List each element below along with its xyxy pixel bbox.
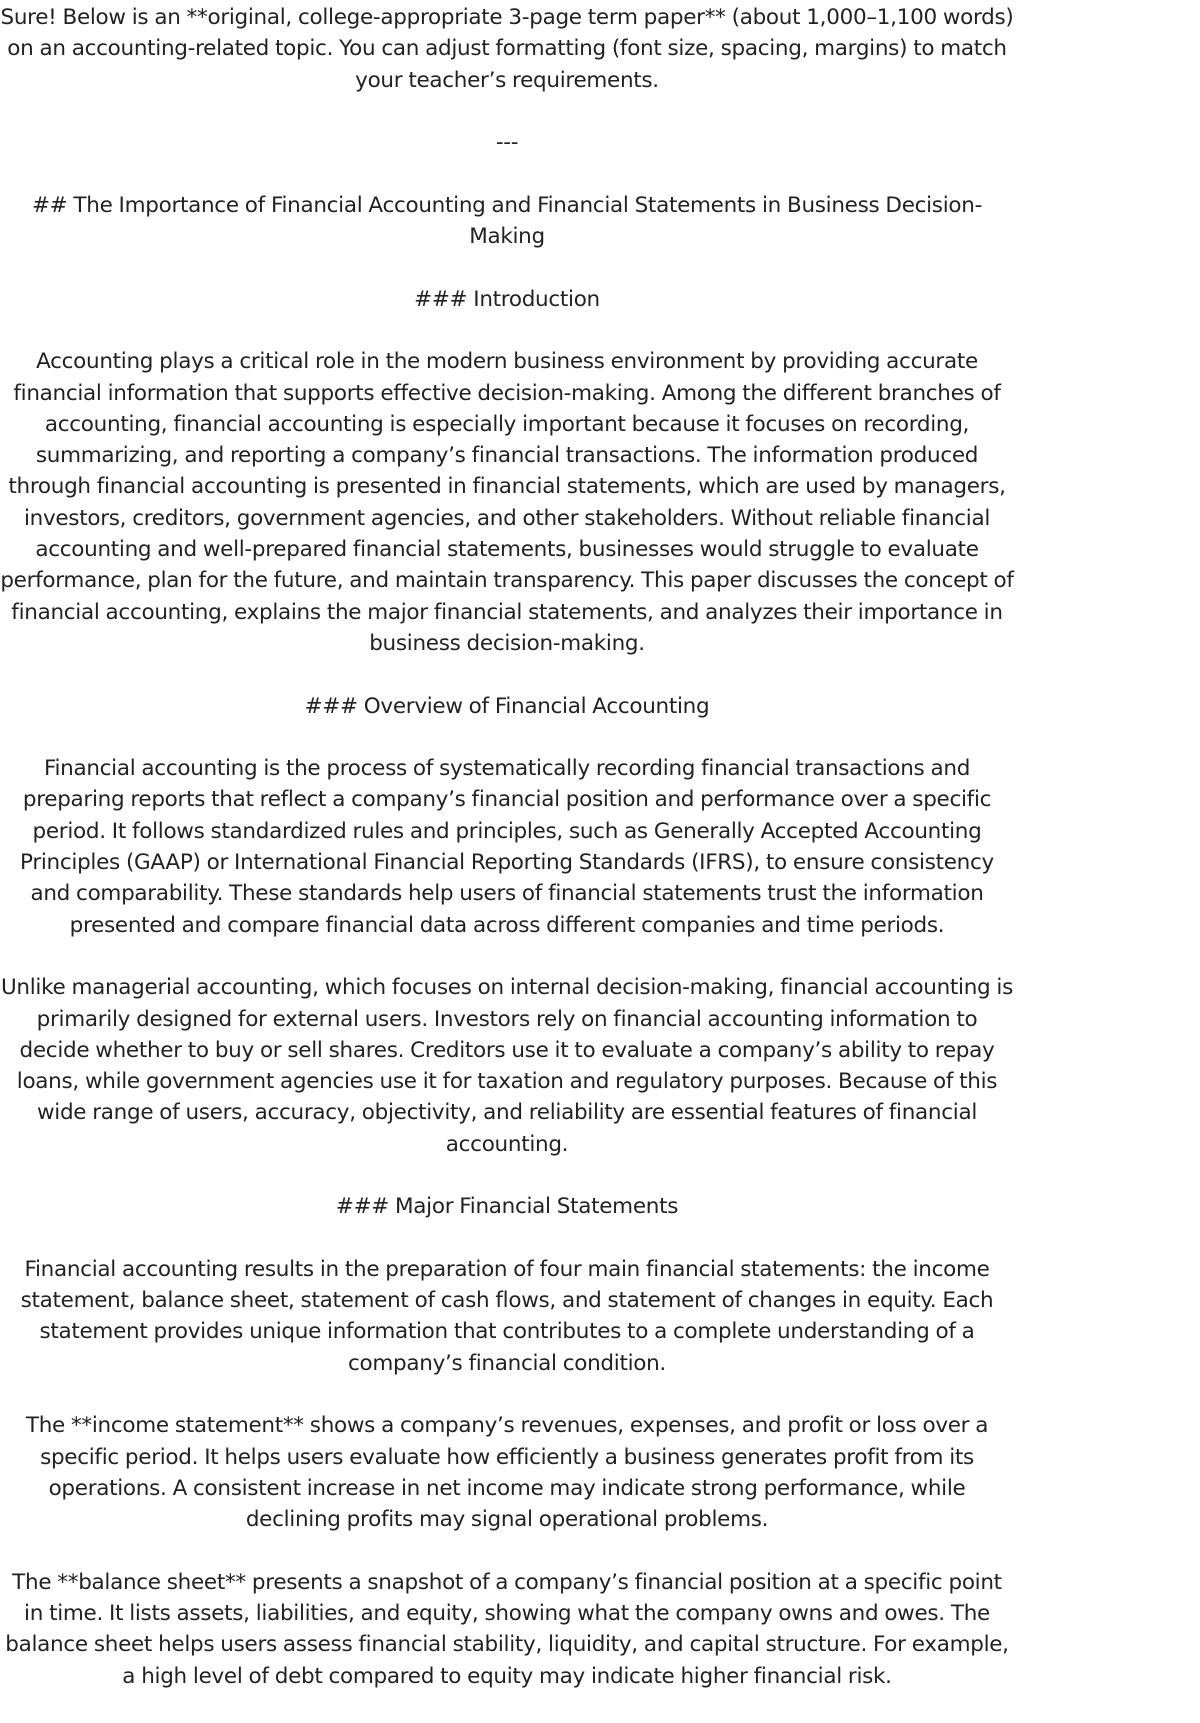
- section-heading-introduction: ### Introduction: [414, 286, 600, 312]
- paragraph: Financial accounting is the process of systematically recording financial transactions and preparing reports that reflect a company’s financial position and performance over a specific period. It follows standardized rules and principles, such as Generally Accepted Accounting Principles (GAAP) or International Financial Reporting Standards (IFRS), to ensure consistency and comparability. These standards help users of financial statements trust the information presented and compare financial data across different companies and time periods.: [20, 756, 994, 938]
- paragraph: Unlike managerial accounting, which focuses on internal decision-making, financial accounting is primarily designed for external users. Investors rely on financial accounting information to decide whether to buy or sell shares. Creditors use it to evaluate a company’s ability to repay loans, while government agencies use it for taxation and regulatory purposes. Because of this wide range of users, accuracy, objectivity, and reliability are essential features of financial accounting.: [1, 975, 1013, 1157]
- paragraph: Accounting plays a critical role in the modern business environment by providing accurate financial information that supports effective decision-making. Among the different branches of accounting, financial accounting is especially important because it focuses on recording, summarizing, and reporting a company’s financial transactions. The information produced through financial accounting is presented in financial statements, which are used by managers, investors, creditors, government agencies, and other stakeholders. Without reliable financial accounting and well-prepared financial statements, businesses would struggle to evaluate performance, plan for the future, and maintain transparency. This paper discusses the concept of financial accounting, explains the major financial statements, and analyzes their importance in business decision-making.: [0, 349, 1014, 656]
- separator: ---: [495, 130, 519, 156]
- section-heading-overview: ### Overview of Financial Accounting: [304, 693, 710, 719]
- intro-note: Sure! Below is an **original, college-appropriate 3-page term paper** (about 1,000–1,100 words) on an accounting-related topic. You can adjust formatting (font size, spacing, margins) to match your teacher’s requirements.: [0, 5, 1014, 93]
- paper-title: ## The Importance of Financial Accounting and Financial Statements in Business Decision-Making: [31, 192, 983, 250]
- section-heading-major-statements: ### Major Financial Statements: [335, 1194, 679, 1220]
- paragraph: The **balance sheet** presents a snapshot of a company’s financial position at a specific point in time. It lists assets, liabilities, and equity, showing what the company owns and owes. The balance sheet helps users assess financial stability, liquidity, and capital structure. For example, a high level of debt compared to equity may indicate higher financial risk.: [5, 1569, 1009, 1689]
- paragraph: Financial accounting results in the preparation of four main financial statements: the income statement, balance sheet, statement of cash flows, and statement of changes in equity. Each statement provides unique information that contributes to a complete understanding of a company’s financial condition.: [20, 1256, 994, 1376]
- paragraph: The **income statement** shows a company’s revenues, expenses, and profit or loss over a specific period. It helps users evaluate how efficiently a business generates profit from its operations. A consistent increase in net income may indicate strong performance, while declining profits may signal operational problems.: [25, 1413, 989, 1533]
